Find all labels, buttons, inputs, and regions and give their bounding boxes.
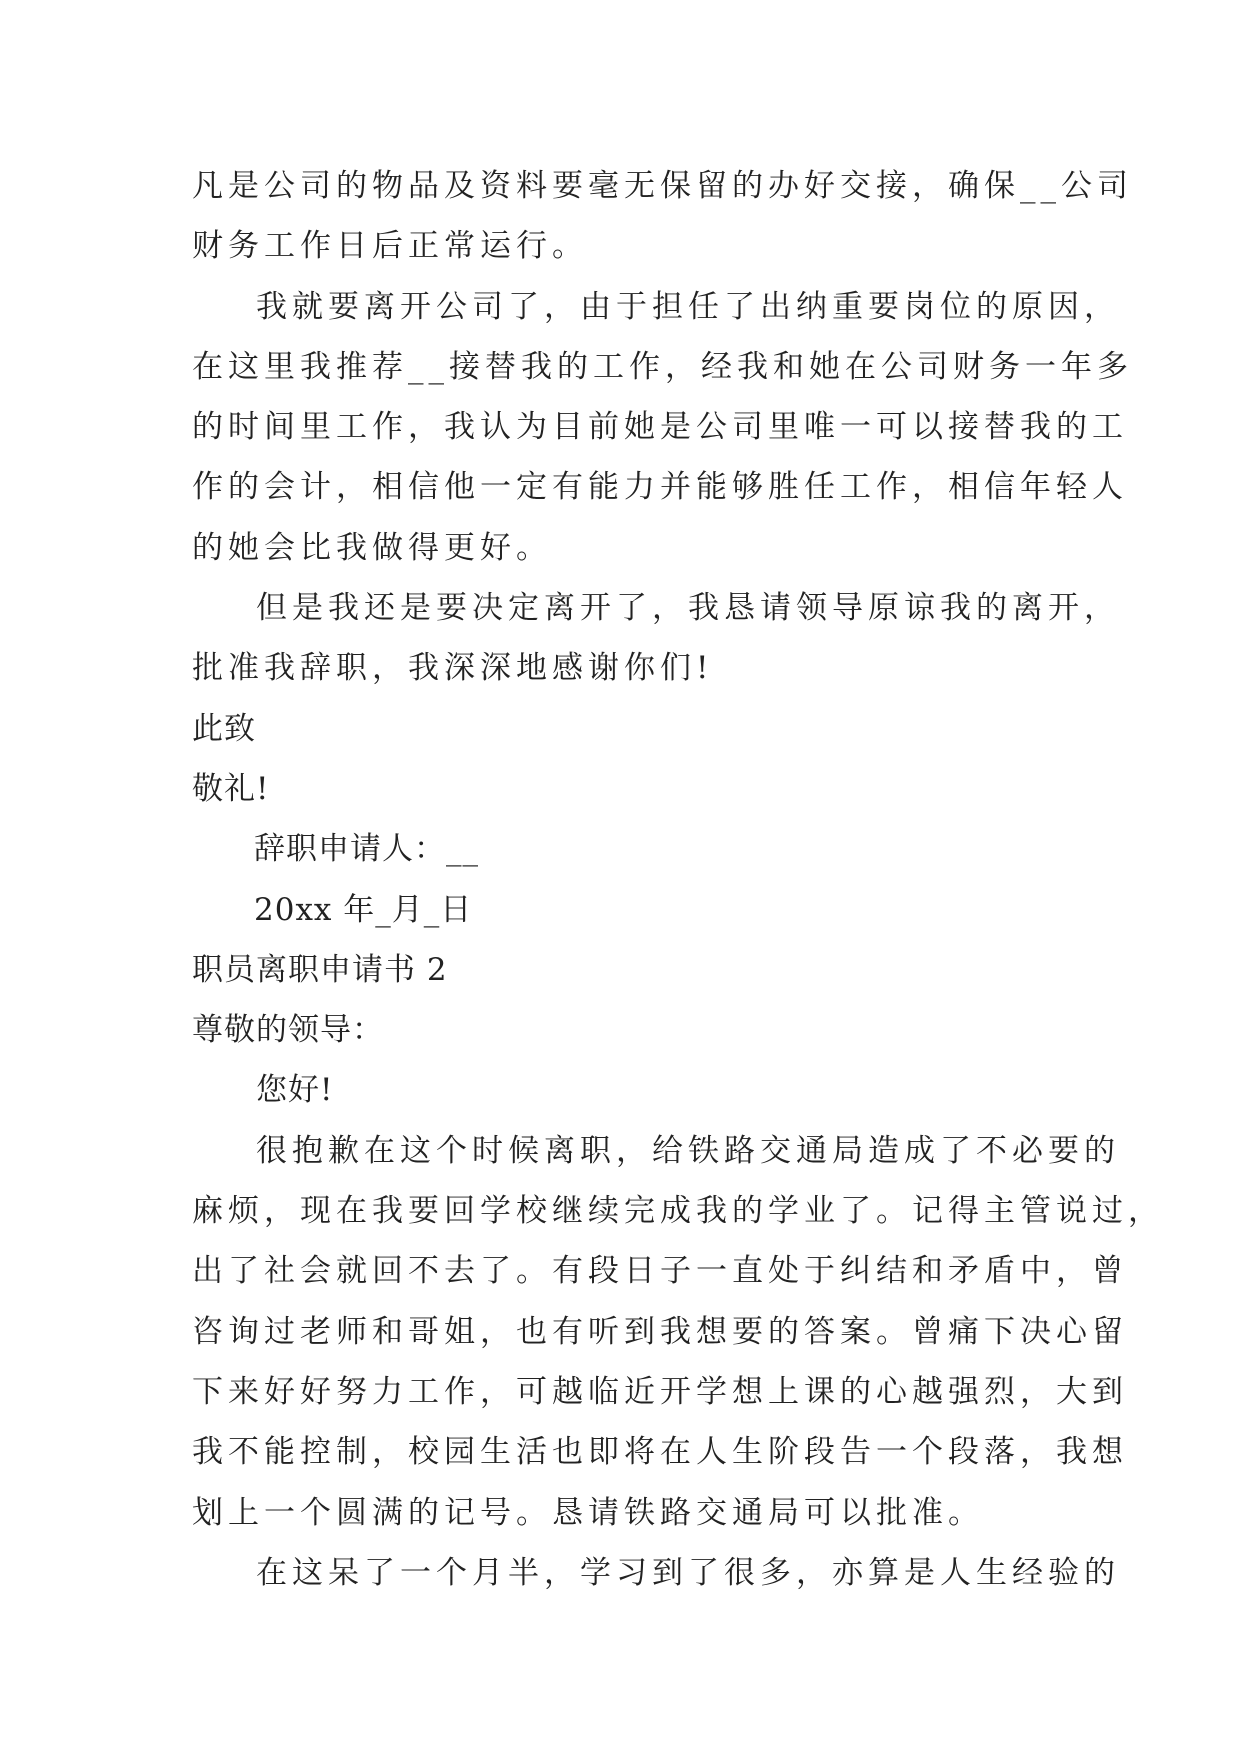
- closing-line: 此致: [192, 710, 256, 747]
- text-line: 麻烦，现在我要回学校继续完成我的学业了。记得主管说过，: [192, 1193, 1164, 1230]
- document-body: [192, 156, 1164, 1603]
- text-line: 的她会比我做得更好。: [192, 529, 552, 566]
- text-line: 作的会计，相信他一定有能力并能够胜任工作，相信年轻人: [192, 469, 1128, 506]
- greeting-line: 您好!: [256, 1072, 334, 1109]
- text-line: 的时间里工作，我认为目前她是公司里唯一可以接替我的工: [192, 409, 1128, 446]
- paragraph-start-line: 很抱歉在这个时候离职，给铁路交通局造成了不必要的: [256, 1132, 1120, 1169]
- date-line: 20xx 年_月_日: [254, 891, 473, 928]
- paragraph-start-line: 我就要离开公司了，由于担任了出纳重要岗位的原因，: [256, 288, 1120, 325]
- text-line: 凡是公司的物品及资料要毫无保留的办好交接，确保__公司: [192, 168, 1133, 204]
- text-line: 批准我辞职，我深深地感谢你们!: [192, 650, 714, 687]
- text-line: 在这里我推荐__接替我的工作，经我和她在公司财务一年多: [192, 348, 1133, 385]
- text-line: 我不能控制，校园生活也即将在人生阶段告一个段落，我想: [192, 1434, 1128, 1471]
- text-line: 划上一个圆满的记号。恳请铁路交通局可以批准。: [192, 1494, 984, 1531]
- paragraph-start-line: 但是我还是要决定离开了，我恳请领导原谅我的离开，: [256, 590, 1120, 627]
- salutation-line: 敬礼!: [192, 770, 270, 807]
- text-line: 下来好好努力工作，可越临近开学想上课的心越强烈，大到: [192, 1373, 1128, 1410]
- applicant-line: 辞职申请人：__: [254, 831, 479, 868]
- text-line: 财务工作日后正常运行。: [192, 228, 588, 265]
- text-line: 出了社会就回不去了。有段日子一直处于纠结和矛盾中，曾: [192, 1253, 1128, 1290]
- section-title: 职员离职申请书 2: [192, 951, 448, 988]
- recipient-line: 尊敬的领导：: [192, 1012, 384, 1049]
- paragraph-start-line: 在这呆了一个月半，学习到了很多，亦算是人生经验的: [256, 1554, 1120, 1591]
- text-line: 咨询过老师和哥姐，也有听到我想要的答案。曾痛下决心留: [192, 1313, 1128, 1350]
